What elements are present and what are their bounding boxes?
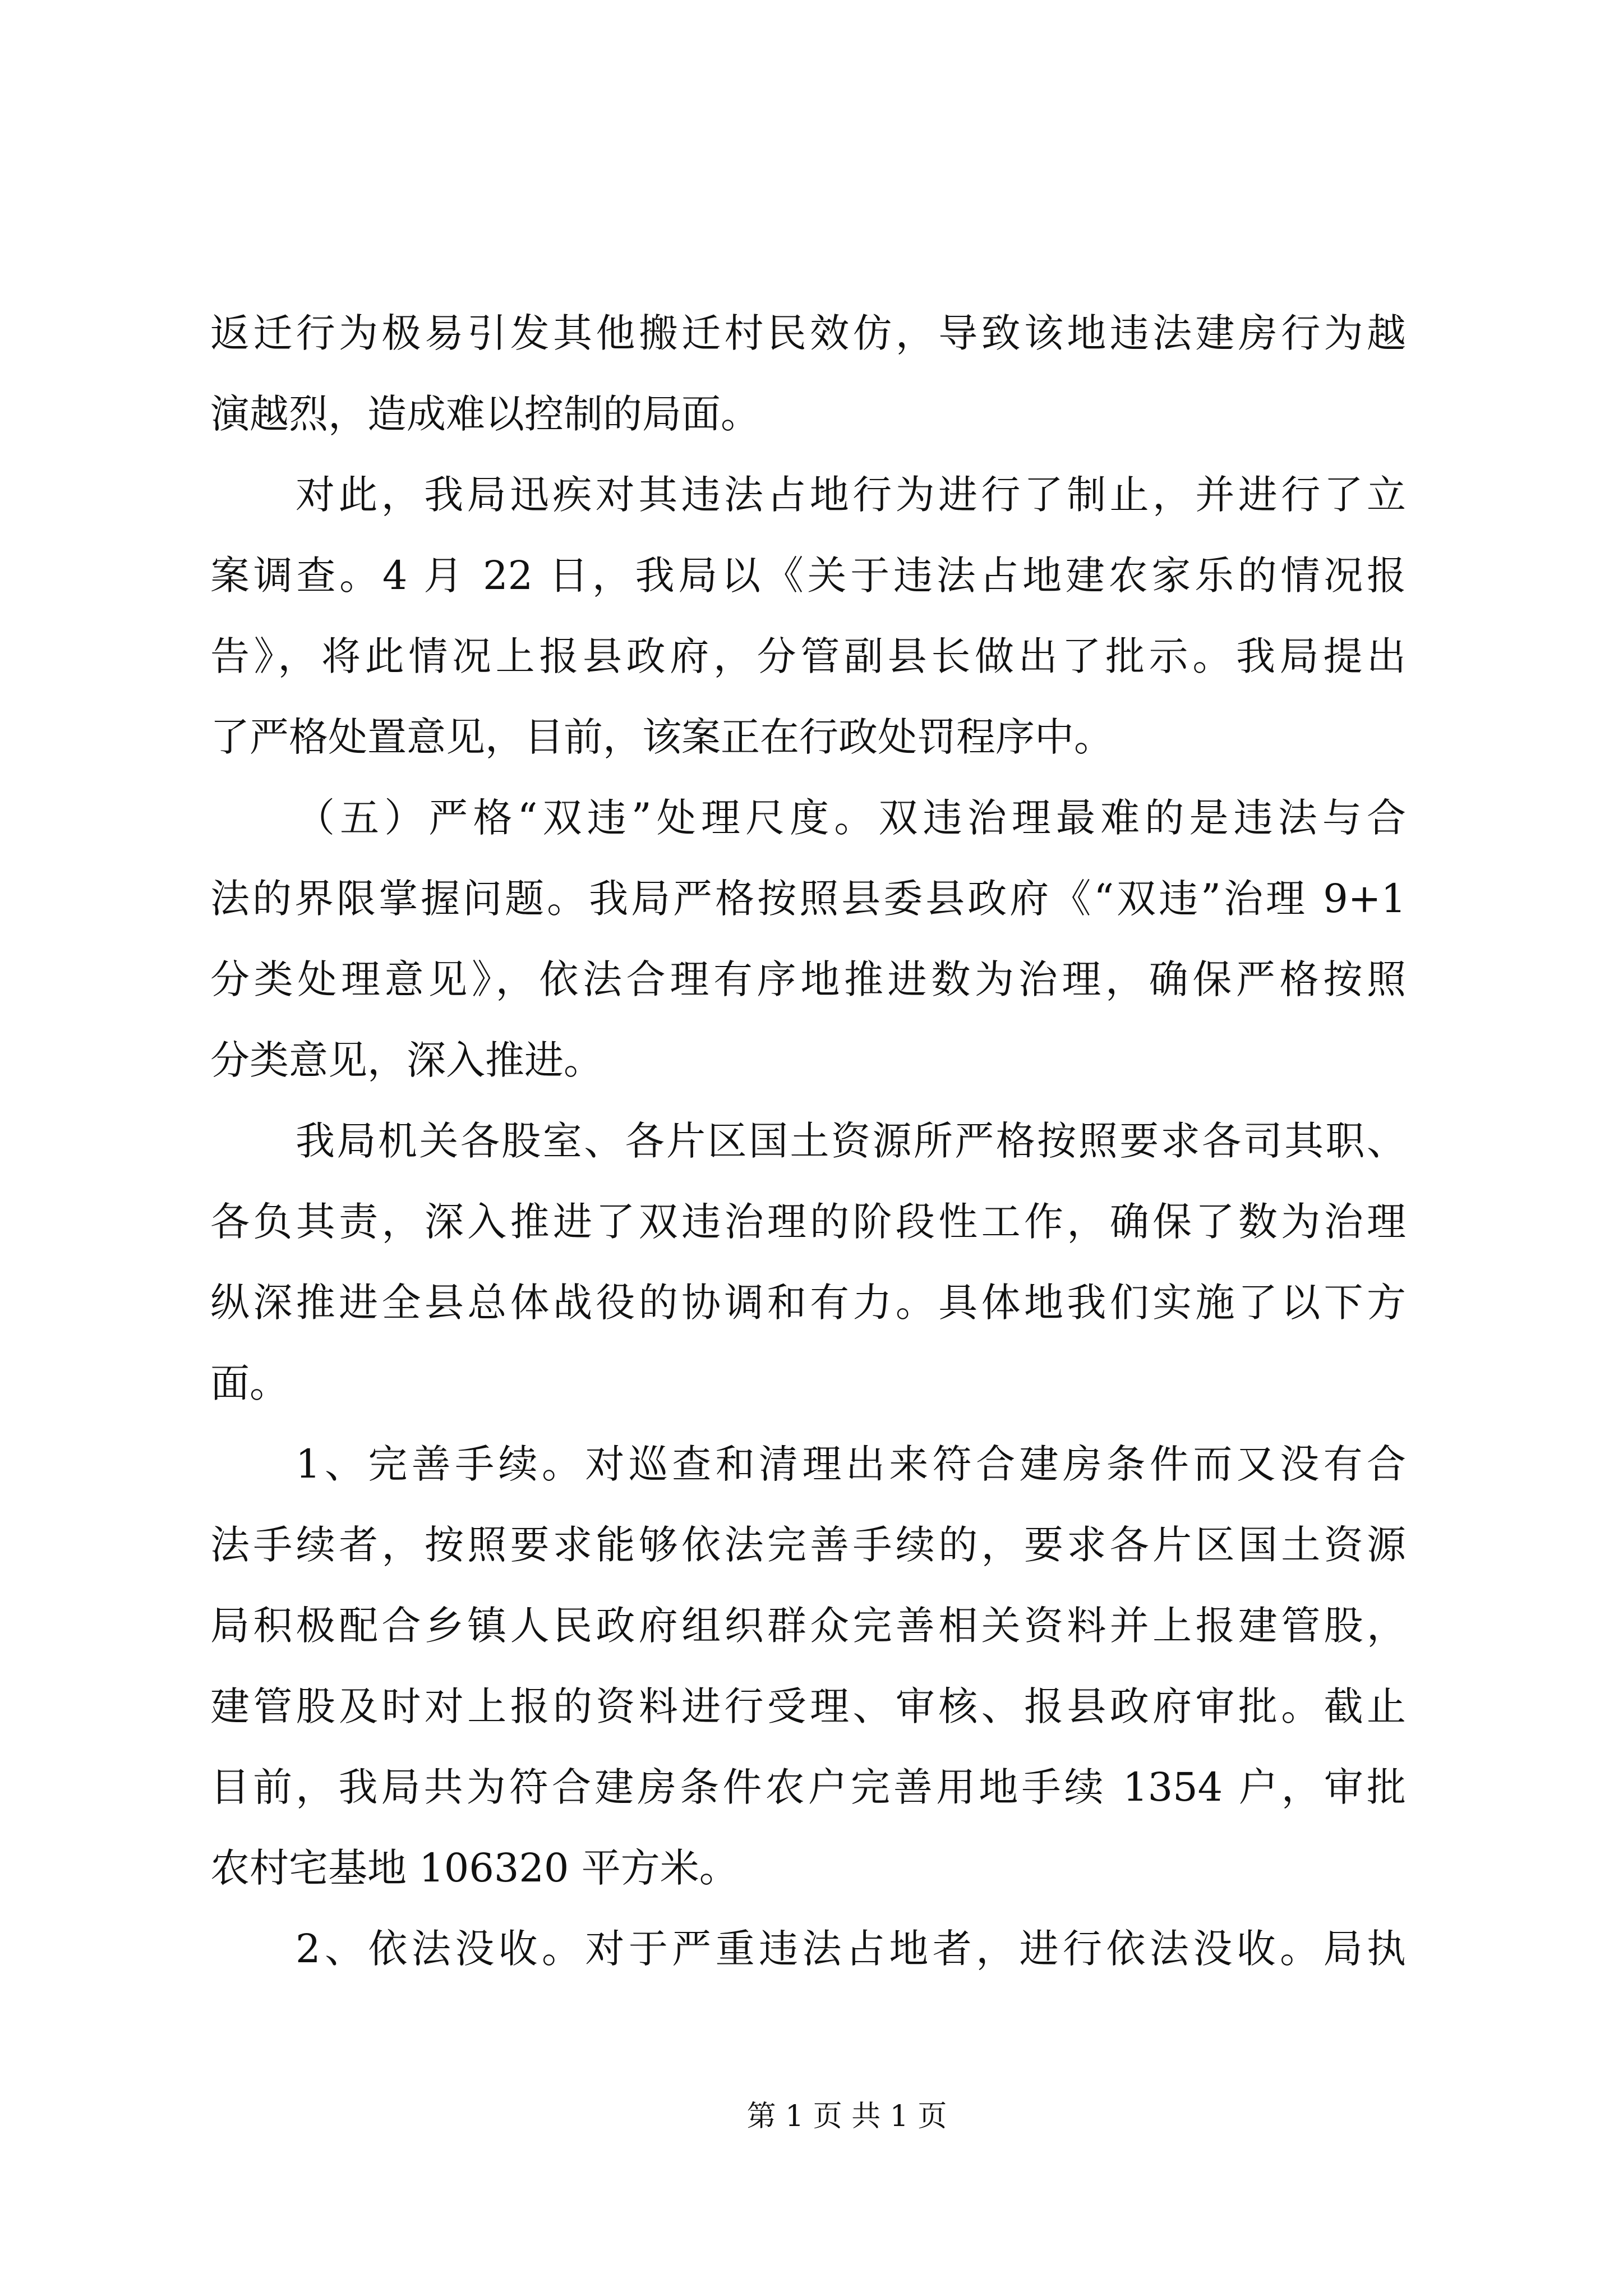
text-line: 目前，我局共为符合建房条件农户完善用地手续 1354 户，审批 [210, 1764, 1406, 1810]
text-line: 告》，将此情况上报县政府，分管副县长做出了批示。我局提出 [210, 633, 1406, 679]
text-line: 1、完善手续。对巡查和清理出来符合建房条件而又没有合 [296, 1441, 1406, 1487]
text-line: 纵深推进全县总体战役的协调和有力。具体地我们实施了以下方 [210, 1280, 1406, 1326]
text-line: 分类处理意见》，依法合理有序地推进数为治理，确保严格按照 [210, 956, 1406, 1002]
text-line: （五）严格“双违”处理尺度。双违治理最难的是违法与合 [296, 795, 1406, 841]
text-line: 法的界限掌握问题。我局严格按照县委县政府《“双违”治理 9+1 [210, 876, 1406, 922]
paragraph [210, 293, 1406, 454]
page-footer: 第 1 页 共 1 页 [746, 2100, 947, 2133]
paragraph [210, 454, 1406, 777]
text-line: 各负其责，深入推进了双违治理的阶段性工作，确保了数为治理 [210, 1199, 1406, 1245]
text-line: 案调查。4 月 22 日，我局以《关于违法占地建农家乐的情况报 [210, 553, 1406, 599]
text-line: 我局机关各股室、各片区国土资源所严格按照要求各司其职、 [296, 1118, 1406, 1164]
text-line: 了严格处置意见，目前，该案正在行政处罚程序中。 [210, 714, 1113, 760]
text-line: 对此，我局迅疾对其违法占地行为进行了制止，并进行了立 [296, 472, 1406, 518]
text-line: 分类意见，深入推进。 [210, 1037, 603, 1083]
document-body [210, 293, 1406, 1989]
text-line: 法手续者，按照要求能够依法完善手续的，要求各片区国土资源 [210, 1522, 1406, 1568]
paragraph [210, 777, 1406, 1101]
text-line: 演越烈，造成难以控制的局面。 [210, 391, 760, 437]
text-line: 局积极配合乡镇人民政府组织群众完善相关资料并上报建管股， [210, 1603, 1406, 1649]
text-line: 返迁行为极易引发其他搬迁村民效仿，导致该地违法建房行为越 [210, 310, 1406, 356]
text-line: 建管股及时对上报的资料进行受理、审核、报县政府审批。截止 [210, 1683, 1406, 1729]
text-line: 农村宅基地 106320 平方米。 [210, 1845, 739, 1891]
paragraph [210, 1101, 1406, 1424]
text-line: 面。 [210, 1360, 289, 1406]
text-line: 2、依法没收。对于严重违法占地者，进行依法没收。局执 [296, 1926, 1406, 1972]
paragraph [210, 1908, 1406, 1989]
paragraph [210, 1424, 1406, 1908]
